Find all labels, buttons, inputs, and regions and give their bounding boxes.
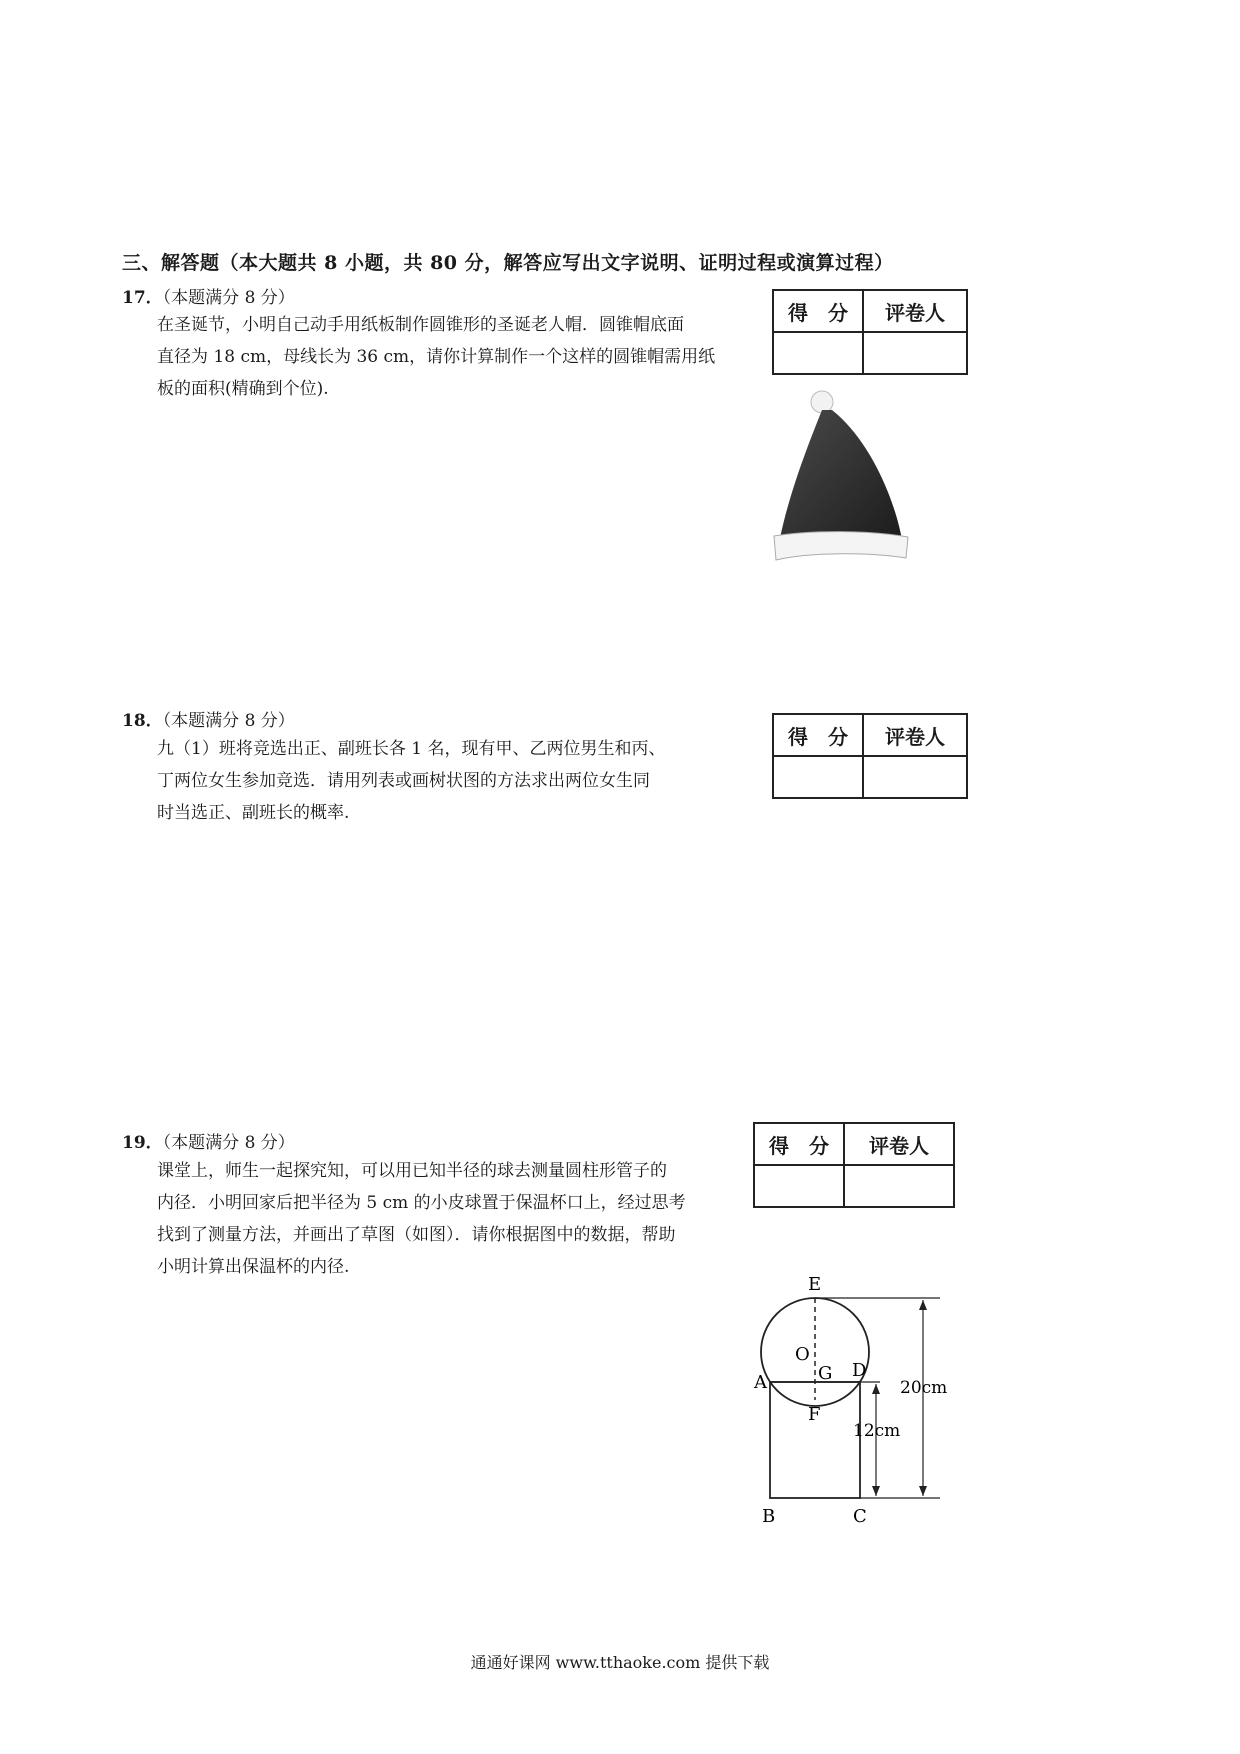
grader-label: 评卷人 — [844, 1123, 954, 1165]
question-19-body — [157, 1155, 686, 1283]
arrowhead — [919, 1300, 927, 1310]
grader-cell[interactable] — [863, 332, 967, 374]
question-19-header — [122, 1128, 295, 1153]
question-18-body — [157, 733, 665, 829]
point-label-o: O — [795, 1344, 810, 1365]
question-line: 直径为 18 cm，母线长为 36 cm，请你计算制作一个这样的圆锥帽需用纸 — [157, 347, 716, 367]
page-footer: 通通好课网 www.tthaoke.com 提供下载 — [470, 1653, 770, 1672]
point-label-g: G — [818, 1363, 833, 1384]
arrowhead — [919, 1486, 927, 1496]
score-table-17 — [772, 289, 968, 375]
score-table-19 — [753, 1122, 955, 1208]
section-heading: 三、解答题（本大题共 8 小题，共 80 分，解答应写出文字说明、证明过程或演算过程） — [122, 252, 894, 274]
point-label-d: D — [852, 1360, 867, 1381]
question-points: （本题满分 8 分） — [162, 711, 295, 731]
question-line: 在圣诞节，小明自己动手用纸板制作圆锥形的圣诞老人帽．圆锥帽底面 — [157, 315, 684, 335]
question-line: 找到了测量方法，并画出了草图（如图）．请你根据图中的数据，帮助 — [157, 1225, 676, 1245]
question-17-header — [122, 283, 295, 308]
question-line: 时当选正、副班长的概率. — [157, 803, 350, 823]
question-number: 19． — [122, 1133, 163, 1153]
question-18-header — [122, 706, 295, 731]
score-cell[interactable] — [754, 1165, 844, 1207]
dim-total-label: 20cm — [900, 1378, 948, 1398]
score-label: 得 分 — [773, 290, 863, 332]
grader-cell[interactable] — [844, 1165, 954, 1207]
grader-label: 评卷人 — [863, 714, 967, 756]
dim-cup-label: 12cm — [853, 1421, 901, 1441]
question-17-body — [157, 309, 715, 405]
question-line: 板的面积(精确到个位). — [157, 379, 329, 399]
question-line: 内径．小明回家后把半径为 5 cm 的小皮球置于保温杯口上，经过思考 — [157, 1193, 686, 1213]
point-label-e: E — [808, 1274, 822, 1295]
score-table-18 — [772, 713, 968, 799]
grader-cell[interactable] — [863, 756, 967, 798]
point-label-b: B — [762, 1506, 776, 1527]
question-number: 17． — [122, 288, 163, 308]
point-label-c: C — [853, 1506, 867, 1527]
question-line: 课堂上，师生一起探究知，可以用已知半径的球去测量圆柱形管子的 — [157, 1161, 667, 1181]
score-label: 得 分 — [773, 714, 863, 756]
geometry-diagram — [740, 1270, 960, 1540]
arrowhead — [872, 1384, 880, 1394]
question-line: 丁两位女生参加竞选．请用列表或画树状图的方法求出两位女生同 — [157, 771, 650, 791]
score-cell[interactable] — [773, 332, 863, 374]
question-line: 九（1）班将竞选出正、副班长各 1 名，现有甲、乙两位男生和丙、 — [157, 739, 666, 759]
question-line: 小明计算出保温杯的内径. — [157, 1257, 350, 1277]
question-points: （本题满分 8 分） — [162, 1133, 295, 1153]
arrowhead — [872, 1486, 880, 1496]
point-label-a: A — [754, 1372, 767, 1393]
score-cell[interactable] — [773, 756, 863, 798]
question-number: 18． — [122, 711, 163, 731]
santa-hat-image — [760, 380, 920, 570]
score-label: 得 分 — [754, 1123, 844, 1165]
grader-label: 评卷人 — [863, 290, 967, 332]
point-label-f: F — [808, 1404, 821, 1425]
question-points: （本题满分 8 分） — [162, 288, 295, 308]
